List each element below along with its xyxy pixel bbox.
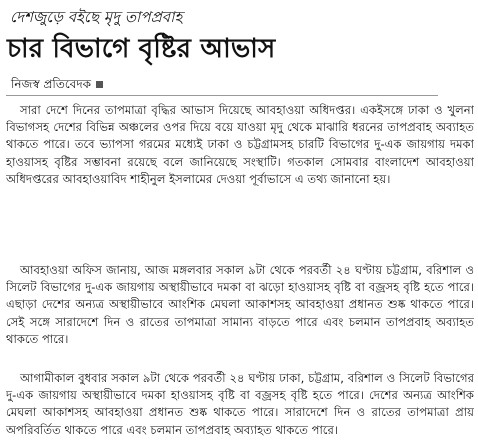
article-paragraph-1: সারা দেশে দিনের তাপমাত্রা বৃদ্ধির আভাস দিয়েছে আবহাওয়া অধিদপ্তর। একইসঙ্গে ঢাকা ও খুলনা বিভাগসহ দেশের বিভিন্ন অঞ্চলের ওপর দিয়ে বয়ে যাওয়া মৃদু থেকে মাঝারি ধরনের তাপপ্রবাহ অব্যাহত থাকতে পারে। তবে ভ্যাপসা গরমের মধ্যেই ঢাকা ও চট্টগ্রামসহ চারটি বিভাগের দু-এক জায়গায় দমকা হাওয়াসহ বৃষ্টির সম্ভাবনা রয়েছে বলে জানিয়েছে সংস্থাটি। গতকাল সোমবার বাংলাদেশ আবহাওয়া অধিদপ্তরের আবহাওয়াবিদ শাহীনুল ইসলামের দেওয়া পূর্বাভাসে এ তথ্য জানানো হয়। [6, 103, 474, 186]
article-paragraph-2: আবহাওয়া অফিস জানায়, আজ মঙ্গলবার সকাল ৯টা থেকে পরবর্তী ২৪ ঘণ্টায় চট্টগ্রাম, বরিশাল ও সিলেট বিভাগের দু-এক জায়গায় অস্থায়ীভাবে দমকা বা ঝড়ো হাওয়াসহ বৃষ্টি বা বজ্রসহ বৃষ্টি হতে পারে। এছাড়া দেশের অন্যত্র অস্থায়ীভাবে আংশিক মেঘলা আকাশসহ আবহাওয়া প্রধানত শুষ্ক থাকতে পারে। সেই সঙ্গে সারাদেশে দিন ও রাতের তাপমাত্রা সামান্য বাড়তে পারে এবং চলমান তাপপ্রবাহ অব্যাহত থাকতে পারে। [6, 263, 474, 346]
byline-text: নিজস্ব প্রতিবেদক [11, 77, 92, 91]
article-headline: চার বিভাগে বৃষ্টির আভাস [7, 34, 276, 64]
article-byline [11, 76, 103, 92]
byline-divider [6, 95, 438, 96]
article-paragraph-3: আগামীকাল বুধবার সকাল ৯টা থেকে পরবর্তী ২৪ ঘণ্টায় ঢাকা, চট্টগ্রাম, বরিশাল ও সিলেট বিভাগের দু-এক জায়গায় অস্থায়ীভাবে দমকা হাওয়াসহ বৃষ্টি বা বজ্রসহ বৃষ্টি হতে পারে। দেশের অন্যত্র আংশিক মেঘলা আকাশসহ আবহাওয়া প্রধানত শুষ্ক থাকতে পারে। সারাদেশে দিন ও রাতের তাপমাত্রা প্রায় অপরিবর্তিত থাকতে পারে এবং চলমান তাপপ্রবাহ অব্যাহত থাকতে পারে। [6, 371, 474, 437]
article-kicker: দেশজুড়ে বইছে মৃদু তাপপ্রবাহ [10, 8, 183, 26]
byline-square-icon [96, 81, 103, 88]
